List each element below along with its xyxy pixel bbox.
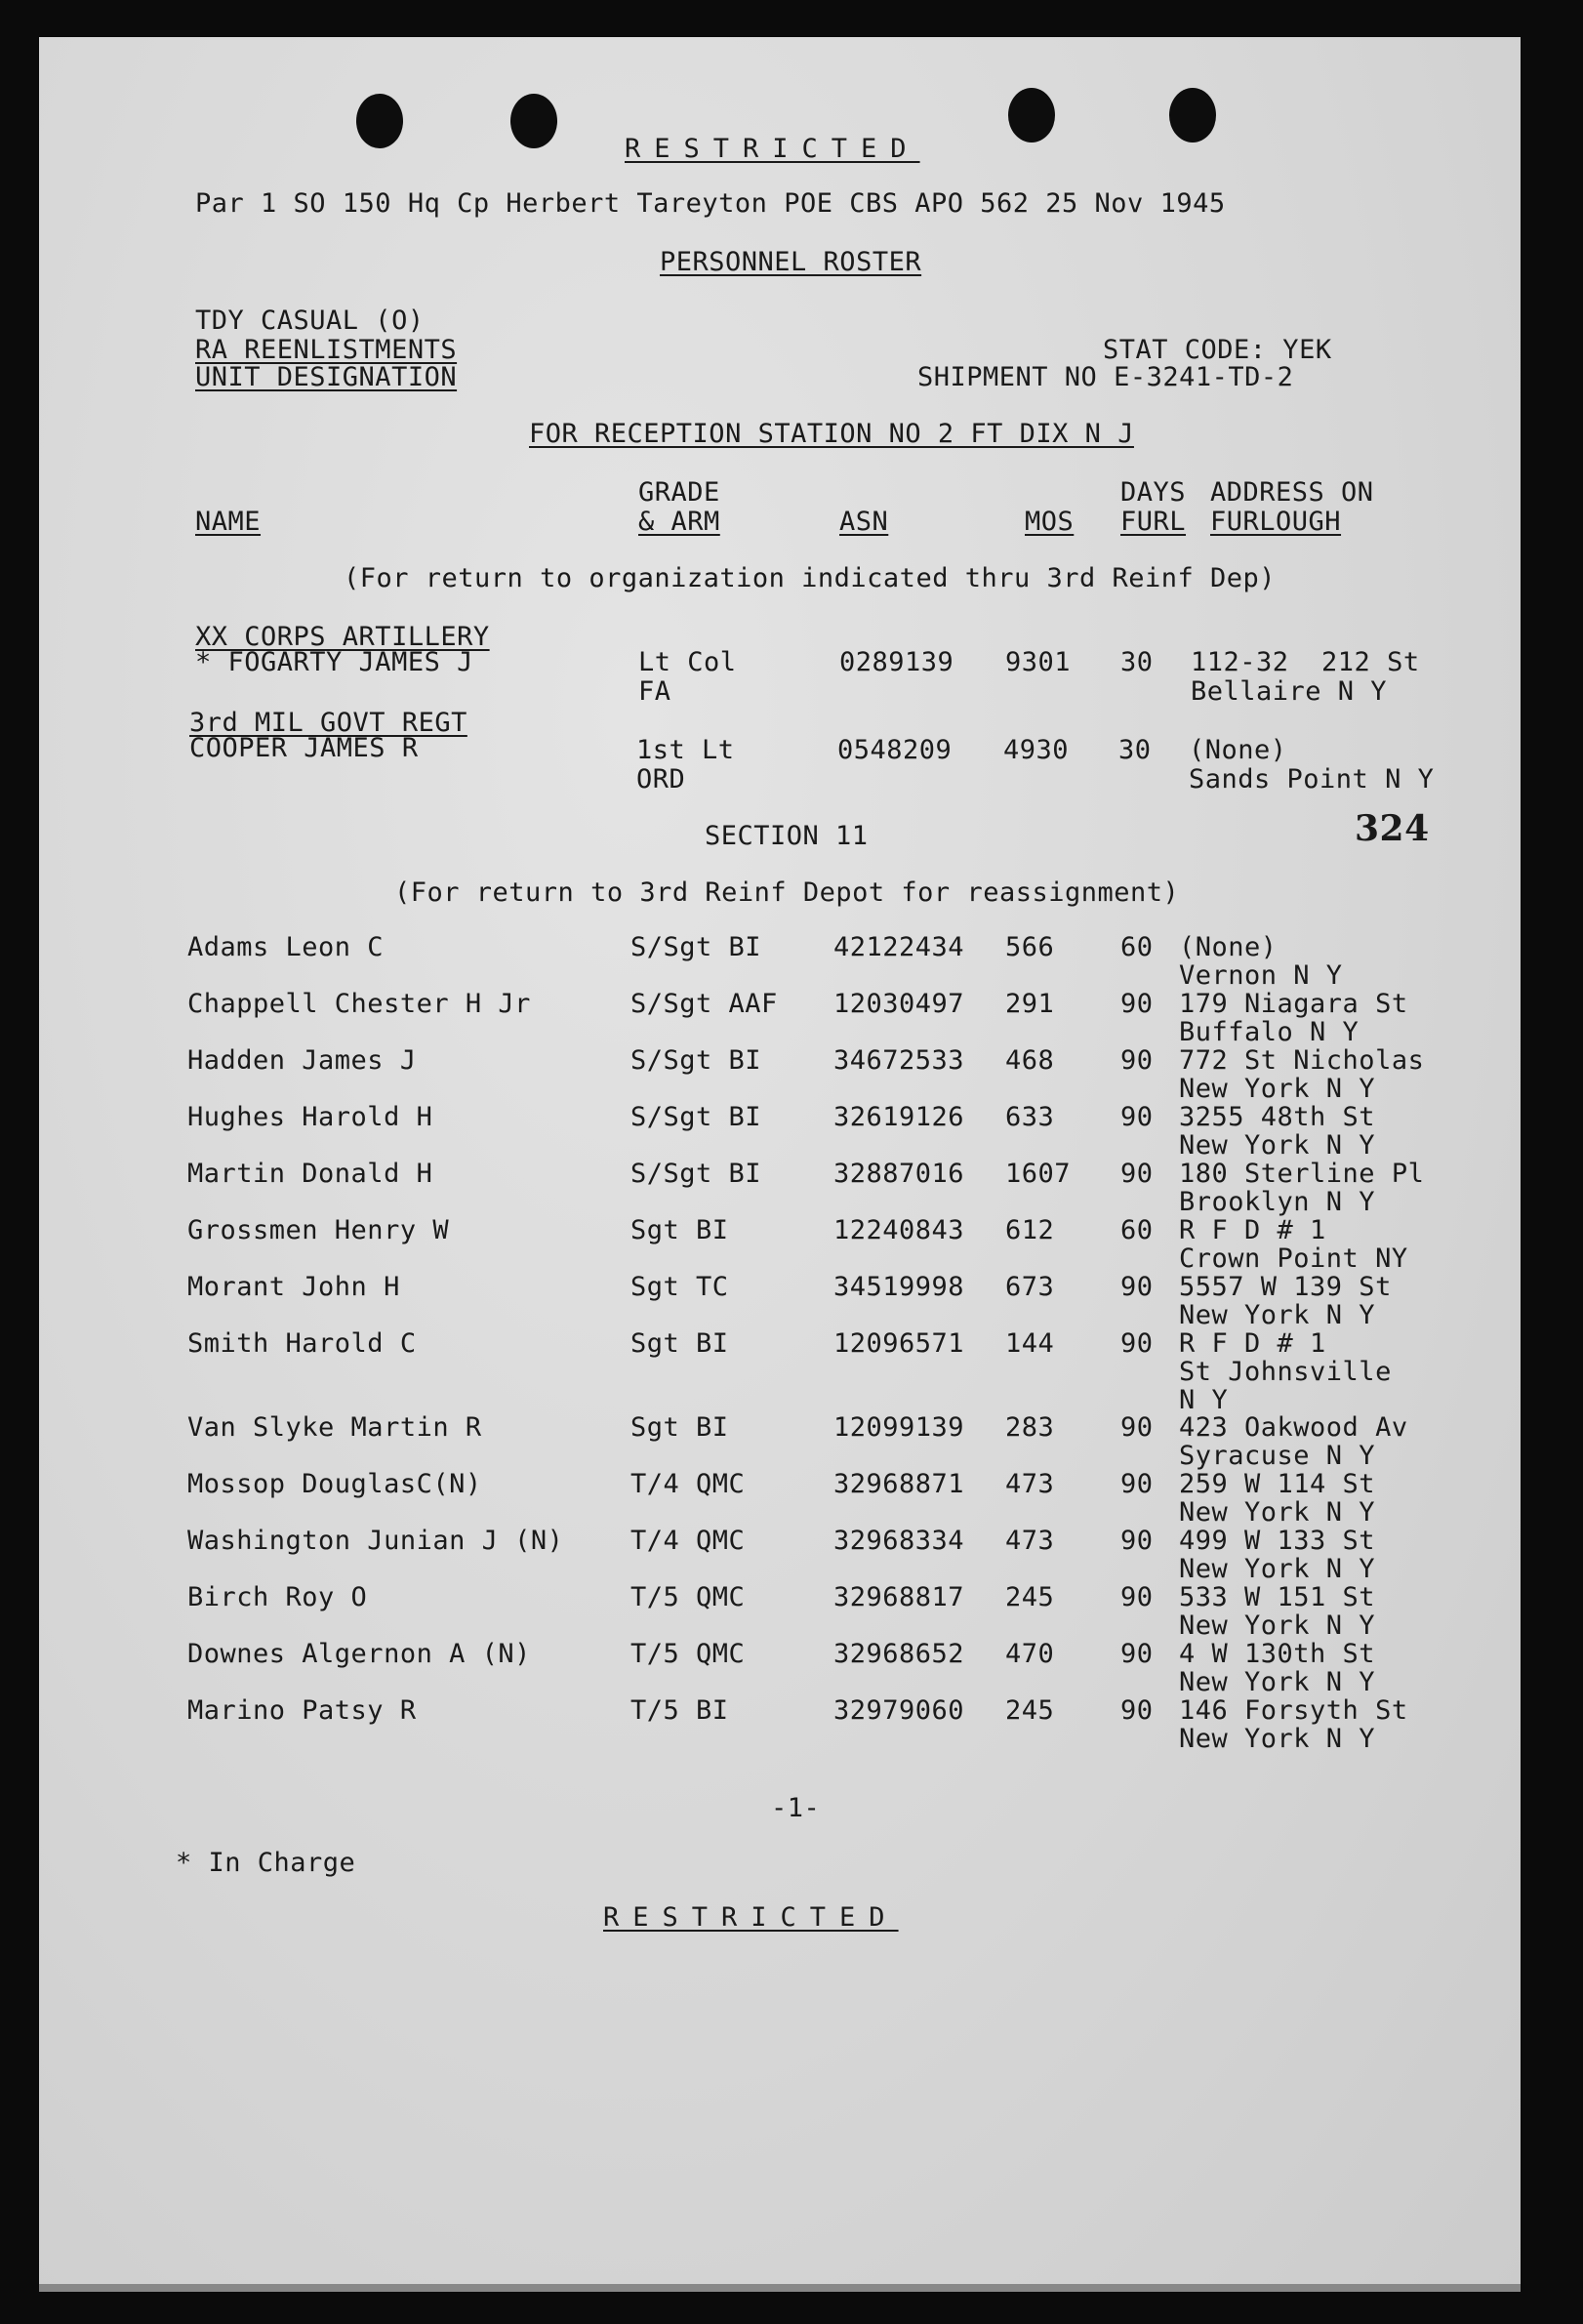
- person-grade: Lt Col: [638, 647, 737, 677]
- row-grade: T/4 QMC: [630, 1469, 746, 1499]
- row-grade: Sgt BI: [630, 1328, 729, 1359]
- row-days: 90: [1120, 1582, 1154, 1612]
- row-mos: 612: [1005, 1215, 1055, 1245]
- row-address: St Johnsville: [1179, 1357, 1392, 1387]
- col-grade: GRADE: [638, 477, 720, 508]
- row-address: 423 Oakwood Av: [1179, 1412, 1408, 1443]
- row-address: Syracuse N Y: [1179, 1441, 1376, 1471]
- row-asn: 32968334: [833, 1526, 965, 1556]
- row-name: Van Slyke Martin R: [187, 1412, 482, 1443]
- section-heading: SECTION 11: [705, 821, 869, 851]
- row-address: Brooklyn N Y: [1179, 1187, 1376, 1217]
- row-days: 90: [1120, 1469, 1154, 1499]
- row-grade: Sgt BI: [630, 1215, 729, 1245]
- row-address: New York N Y: [1179, 1610, 1376, 1641]
- row-days: 90: [1120, 1328, 1154, 1359]
- row-grade: S/Sgt BI: [630, 932, 762, 962]
- row-mos: 633: [1005, 1102, 1055, 1132]
- row-grade: Sgt TC: [630, 1272, 729, 1302]
- row-name: Grossmen Henry W: [187, 1215, 450, 1245]
- punch-hole: [510, 94, 557, 148]
- row-asn: 12096571: [833, 1328, 965, 1359]
- row-asn: 32968871: [833, 1469, 965, 1499]
- row-asn: 34672533: [833, 1045, 965, 1076]
- page-bottom-edge: [39, 2284, 1521, 2292]
- row-grade: Sgt BI: [630, 1412, 729, 1443]
- shipment-no: SHIPMENT NO E-3241-TD-2: [917, 362, 1294, 392]
- row-address: R F D # 1: [1179, 1328, 1326, 1359]
- row-days: 60: [1120, 932, 1154, 962]
- row-grade: S/Sgt BI: [630, 1045, 762, 1076]
- row-asn: 32968817: [833, 1582, 965, 1612]
- row-mos: 673: [1005, 1272, 1055, 1302]
- row-name: Hadden James J: [187, 1045, 417, 1076]
- person-mos: 4930: [1003, 735, 1070, 765]
- row-name: Morant John H: [187, 1272, 400, 1302]
- col-days: DAYS: [1120, 477, 1187, 508]
- classification-bottom: RESTRICTED: [603, 1902, 899, 1933]
- row-address: (None): [1179, 932, 1278, 962]
- row-address: 772 St Nicholas: [1179, 1045, 1425, 1076]
- row-asn: 34519998: [833, 1272, 965, 1302]
- row-days: 90: [1120, 1159, 1154, 1189]
- row-asn: 42122434: [833, 932, 965, 962]
- row-address: 179 Niagara St: [1179, 989, 1408, 1019]
- row-asn: 12099139: [833, 1412, 965, 1443]
- person-grade: 1st Lt: [636, 735, 735, 765]
- row-days: 90: [1120, 1102, 1154, 1132]
- person-address: Bellaire N Y: [1191, 676, 1388, 707]
- row-name: Smith Harold C: [187, 1328, 417, 1359]
- row-address: New York N Y: [1179, 1497, 1376, 1528]
- row-address: 5557 W 139 St: [1179, 1272, 1392, 1302]
- row-name: Washington Junian J (N): [187, 1526, 564, 1556]
- page-number: -1-: [771, 1793, 821, 1823]
- roster-title: PERSONNEL ROSTER: [660, 247, 922, 277]
- left-block-line: UNIT DESIGNATION: [195, 362, 458, 392]
- row-name: Mossop DouglasC(N): [187, 1469, 482, 1499]
- col-address: ADDRESS ON: [1210, 477, 1374, 508]
- row-grade: T/5 BI: [630, 1695, 729, 1726]
- row-asn: 32968652: [833, 1639, 965, 1669]
- row-grade: S/Sgt BI: [630, 1102, 762, 1132]
- person-name: * FOGARTY JAMES J: [195, 647, 473, 677]
- row-name: Martin Donald H: [187, 1159, 433, 1189]
- punch-hole: [1169, 88, 1216, 143]
- person-address: (None): [1189, 735, 1287, 765]
- person-days: 30: [1120, 647, 1154, 677]
- row-days: 60: [1120, 1215, 1154, 1245]
- row-address: New York N Y: [1179, 1300, 1376, 1330]
- person-mos: 9301: [1005, 647, 1072, 677]
- row-asn: 32619126: [833, 1102, 965, 1132]
- row-address: 3255 48th St: [1179, 1102, 1376, 1132]
- note-reassignment: (For return to 3rd Reinf Depot for reassignment): [394, 877, 1180, 908]
- person-arm: FA: [638, 676, 671, 707]
- stat-code: STAT CODE: YEK: [1103, 335, 1332, 365]
- col-name: NAME: [195, 507, 262, 537]
- row-name: Hughes Harold H: [187, 1102, 433, 1132]
- row-address: New York N Y: [1179, 1667, 1376, 1697]
- person-asn: 0548209: [837, 735, 953, 765]
- left-block-line: RA REENLISTMENTS: [195, 335, 458, 365]
- row-mos: 473: [1005, 1469, 1055, 1499]
- row-mos: 468: [1005, 1045, 1055, 1076]
- row-mos: 245: [1005, 1582, 1055, 1612]
- row-grade: S/Sgt AAF: [630, 989, 778, 1019]
- destination: FOR RECEPTION STATION NO 2 FT DIX N J: [529, 419, 1134, 449]
- row-address: N Y: [1179, 1385, 1229, 1415]
- row-asn: 12240843: [833, 1215, 965, 1245]
- row-mos: 473: [1005, 1526, 1055, 1556]
- footnote: * In Charge: [176, 1848, 356, 1878]
- classification-top: RESTRICTED: [625, 134, 920, 164]
- row-days: 90: [1120, 1526, 1154, 1556]
- person-address: Sands Point N Y: [1189, 764, 1435, 795]
- row-mos: 566: [1005, 932, 1055, 962]
- row-name: Chappell Chester H Jr: [187, 989, 531, 1019]
- row-days: 90: [1120, 1412, 1154, 1443]
- header-line: Par 1 SO 150 Hq Cp Herbert Tareyton POE CBS APO 562 25 Nov 1945: [195, 188, 1226, 219]
- col-furl: FURL: [1120, 507, 1187, 537]
- col-mos: MOS: [1025, 507, 1075, 537]
- row-address: 146 Forsyth St: [1179, 1695, 1408, 1726]
- row-name: Marino Patsy R: [187, 1695, 417, 1726]
- row-mos: 283: [1005, 1412, 1055, 1443]
- col-arm: & ARM: [638, 507, 720, 537]
- row-name: Downes Algernon A (N): [187, 1639, 531, 1669]
- person-address: 112-32 212 St: [1191, 647, 1420, 677]
- punch-hole: [356, 94, 403, 148]
- row-name: Birch Roy O: [187, 1582, 368, 1612]
- left-block-line: TDY CASUAL (O): [195, 306, 425, 336]
- row-days: 90: [1120, 989, 1154, 1019]
- row-mos: 245: [1005, 1695, 1055, 1726]
- row-address: Crown Point NY: [1179, 1244, 1408, 1274]
- person-arm: ORD: [636, 764, 686, 795]
- row-mos: 144: [1005, 1328, 1055, 1359]
- row-address: 533 W 151 St: [1179, 1582, 1376, 1612]
- person-asn: 0289139: [839, 647, 954, 677]
- row-mos: 1607: [1005, 1159, 1072, 1189]
- row-grade: T/4 QMC: [630, 1526, 746, 1556]
- row-address: 499 W 133 St: [1179, 1526, 1376, 1556]
- note-return-organization: (For return to organization indicated thru 3rd Reinf Dep): [344, 563, 1277, 593]
- page-stamp: 324: [1355, 808, 1430, 849]
- row-grade: T/5 QMC: [630, 1639, 746, 1669]
- row-mos: 291: [1005, 989, 1055, 1019]
- unit-heading: 3rd MIL GOVT REGT: [189, 708, 467, 738]
- row-address: 4 W 130th St: [1179, 1639, 1376, 1669]
- row-days: 90: [1120, 1695, 1154, 1726]
- row-asn: 12030497: [833, 989, 965, 1019]
- row-address: R F D # 1: [1179, 1215, 1326, 1245]
- row-asn: 32887016: [833, 1159, 965, 1189]
- row-days: 90: [1120, 1272, 1154, 1302]
- row-name: Adams Leon C: [187, 932, 385, 962]
- row-days: 90: [1120, 1639, 1154, 1669]
- row-address: 259 W 114 St: [1179, 1469, 1376, 1499]
- col-furlough: FURLOUGH: [1210, 507, 1342, 537]
- row-address: New York N Y: [1179, 1554, 1376, 1584]
- row-grade: T/5 QMC: [630, 1582, 746, 1612]
- unit-heading: XX CORPS ARTILLERY: [195, 622, 490, 652]
- row-address: 180 Sterline Pl: [1179, 1159, 1425, 1189]
- row-asn: 32979060: [833, 1695, 965, 1726]
- row-address: New York N Y: [1179, 1130, 1376, 1161]
- row-days: 90: [1120, 1045, 1154, 1076]
- row-grade: S/Sgt BI: [630, 1159, 762, 1189]
- row-mos: 470: [1005, 1639, 1055, 1669]
- row-address: New York N Y: [1179, 1724, 1376, 1754]
- row-address: New York N Y: [1179, 1074, 1376, 1104]
- document-page: [39, 37, 1521, 2292]
- row-address: Buffalo N Y: [1179, 1017, 1360, 1047]
- row-address: Vernon N Y: [1179, 960, 1343, 991]
- person-days: 30: [1118, 735, 1152, 765]
- punch-hole: [1008, 88, 1055, 143]
- col-asn: ASN: [839, 507, 889, 537]
- person-name: COOPER JAMES R: [189, 733, 419, 763]
